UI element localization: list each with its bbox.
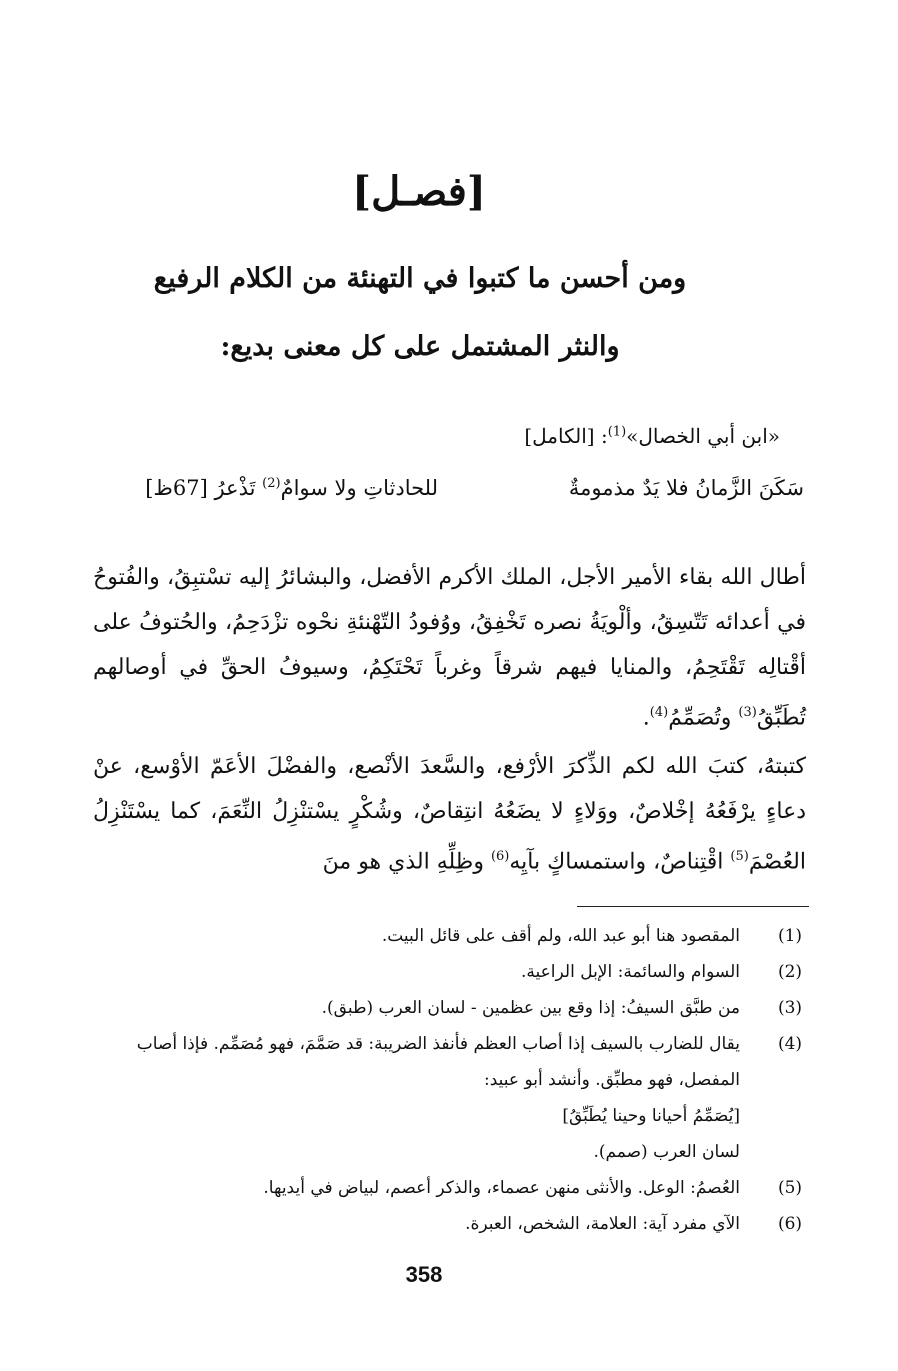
- body-paragraph-2: [93, 744, 806, 884]
- paragraph-text: أطال الله بقاء الأمير الأجل، الملك الأكرم الأفضل، والبشائرُ إليه تسْتبِقُ، والفُتوحُ في أعدائه تَتّسِقُ، وألْويَةُ نصره تَخْفِقُ، ووُفودُ التّهْنئةِ نحْوه تزْدَحِمُ، والحُتوفُ على أقْتالِه تَقْتَحِمُ، والمنايا فيهم شرقاً وغرباً تَحْتَكِمُ، وسيوفُ الحقِّ في أوصالهم تُطَبِّقُ: [93, 565, 806, 731]
- paragraph-text: اقْتِناصٌ، واستمساكٍ بآيِه: [509, 849, 731, 875]
- verse-first-hemistich: سَكَنَ الزَّمانُ فلا يَدٌ مذمومةٌ: [568, 476, 804, 500]
- footnote-ref: (4): [649, 705, 669, 720]
- body-paragraph-1: [93, 555, 806, 740]
- chapter-heading-line-1: ومن أحسن ما كتبوا في التهنئة من الكلام الرفيع: [153, 263, 687, 294]
- footnote-separator: [577, 906, 809, 907]
- footnote-text: السوام والسائمة: الإبل الراعية.: [521, 962, 740, 982]
- footnote-ref: (6): [490, 849, 510, 864]
- poem-verse: [100, 476, 804, 510]
- footnote-text: المقصود هنا أبو عبد الله، ولم أقف على قائل البيت.: [381, 926, 740, 946]
- footnote-number: (3): [777, 998, 803, 1018]
- poet-attribution: [524, 424, 780, 448]
- footnote-ref: (2): [262, 476, 281, 491]
- footnote-quote: [يُصَمِّمُ أحيانا وحينا يُطَبِّقُ]: [562, 1106, 740, 1126]
- footnote-number: (5): [777, 1178, 803, 1198]
- footnote-text: من طبَّق السيفُ: إذا وقع بين عظمين - لسان العرب (طبق).: [321, 998, 740, 1018]
- footnote-ref: (3): [738, 705, 757, 720]
- footnote-text: العُصمُ: الوعل. والأنثى منهن عصماء، والذكر أعصم، لبياض في أيديها.: [263, 1178, 740, 1198]
- section-title: [فصـل]: [352, 168, 486, 215]
- verse-ending: تَذْعرُ [67ظ]: [145, 476, 256, 500]
- poem-meter: : [الكامل]: [524, 424, 608, 448]
- footnote-text: لسان العرب (صمم).: [593, 1142, 740, 1162]
- footnote-number: (1): [777, 926, 803, 946]
- footnote-text: الآي مفرد آية: العلامة، الشخص، العبرة.: [465, 1214, 740, 1234]
- poet-name: «ابن أبي الخصال»: [626, 424, 780, 448]
- footnote-item: [40, 1206, 810, 1242]
- verse-second-hemistich: [145, 476, 438, 500]
- footnote-ref: (5): [730, 849, 749, 864]
- chapter-heading-line-2: والنثر المشتمل على كل معنى بديع:: [220, 331, 620, 362]
- page-number: 358: [405, 1262, 443, 1287]
- footnote-item: [40, 990, 810, 1026]
- footnote-item: [40, 954, 810, 990]
- verse-second-text: للحادثاتِ ولا سوامٌ: [280, 476, 438, 500]
- footnote-number: (4): [777, 1034, 803, 1054]
- footnote-number: (6): [777, 1214, 803, 1234]
- footnote-item: [40, 918, 810, 954]
- footnote-number: (2): [777, 962, 803, 982]
- paragraph-text: وتُصَمِّمُ: [668, 705, 739, 731]
- paragraph-text: .: [642, 705, 650, 731]
- footnotes: [40, 918, 810, 1242]
- footnote-ref: (1): [607, 424, 627, 440]
- footnote-text: يقال للضارب بالسيف إذا أصاب العظم فأنفذ الضريبة: قد صَمَّمَ، فهو مُصَمِّم. فإذا أصاب: [136, 1034, 740, 1054]
- footnote-text: المفصل، فهو مطبِّق. وأنشد أبو عبيد:: [483, 1070, 740, 1090]
- footnote-item: [40, 1170, 810, 1206]
- paragraph-text: كتبتهُ، كتبَ الله لكم الذِّكرَ الأرْفع، والسَّعدَ الأنْصع، والفضْلَ الأعَمّ الأوْسع، عنْ دعاءٍ يرْفَعُهُ إخْلاصٌ، ووَلاءٍ لا يضَعُهُ انتِقاصٌ، وشُكْرٍ يسْتنْزِلُ النِّعَمَ، كما يسْتَنْزِلُ العُصْمَ: [93, 754, 806, 875]
- footnote-item: [40, 1026, 810, 1170]
- paragraph-text: وظِلِّهِ الذي هو منَ: [322, 849, 491, 875]
